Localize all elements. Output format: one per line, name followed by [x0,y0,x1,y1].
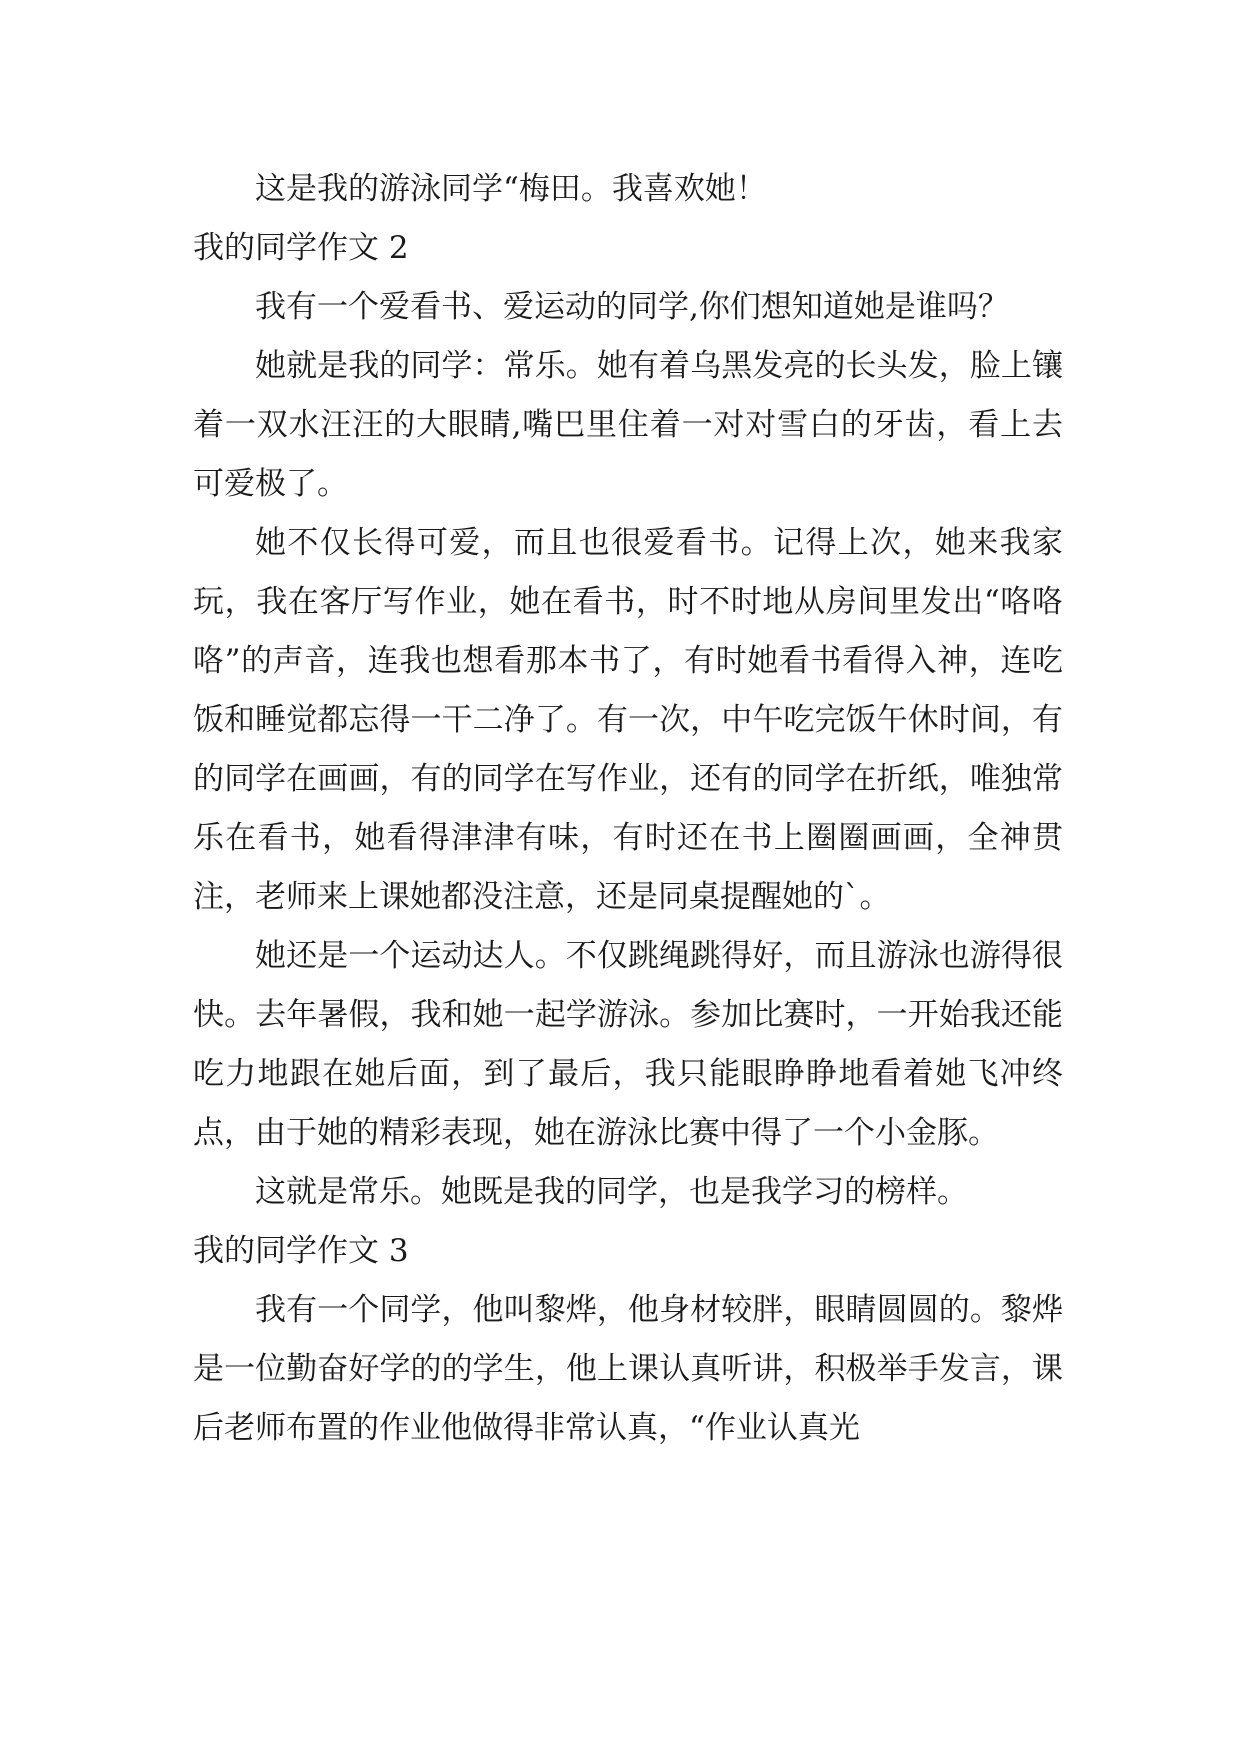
section-heading: 我的同学作文 2 [193,230,409,266]
paragraph: 她还是一个运动达人。不仅跳绳跳得好，而且游泳也游得很快。去年暑假，我和她一起学游泳。参加比赛时，一开始我还能吃力地跟在她后面，到了最后，我只能眼睁睁地看着她飞冲终点，由于她的精彩表现，她在游泳比赛中得了一个小金豚。 [193,938,1063,1151]
paragraph: 我有一个爱看书、爱运动的同学,你们想知道她是谁吗？ [255,289,1009,325]
paragraph: 这就是常乐。她既是我的同学，也是我学习的榜样。 [255,1174,968,1210]
document-body [193,160,1063,1458]
paragraph: 我有一个同学，他叫黎烨，他身材较胖，眼睛圆圆的。黎烨是一位勤奋好学的的学生，他上课认真听讲，积极举手发言，课后老师布置的作业他做得非常认真，“作业认真光 [193,1292,1063,1446]
paragraph: 她就是我的同学：常乐。她有着乌黑发亮的长头发，脸上镶着一双水汪汪的大眼睛,嘴巴里住着一对对雪白的牙齿，看上去可爱极了。 [193,348,1063,502]
paragraph: 这是我的游泳同学“梅田。我喜欢她！ [255,171,767,207]
paragraph: 她不仅长得可爱，而且也很爱看书。记得上次，她来我家玩，我在客厅写作业，她在看书，时不时地从房间里发出“咯咯咯”的声音，连我也想看那本书了，有时她看书看得入神，连吃饭和睡觉都忘得一干二净了。有一次，中午吃完饭午休时间，有的同学在画画，有的同学在写作业，还有的同学在折纸，唯独常乐在看书，她看得津津有味，有时还在书上圈圈画画，全神贯注，老师来上课她都没注意，还是同桌提醒她的`。 [193,525,1063,915]
section-heading: 我的同学作文 3 [193,1233,409,1269]
